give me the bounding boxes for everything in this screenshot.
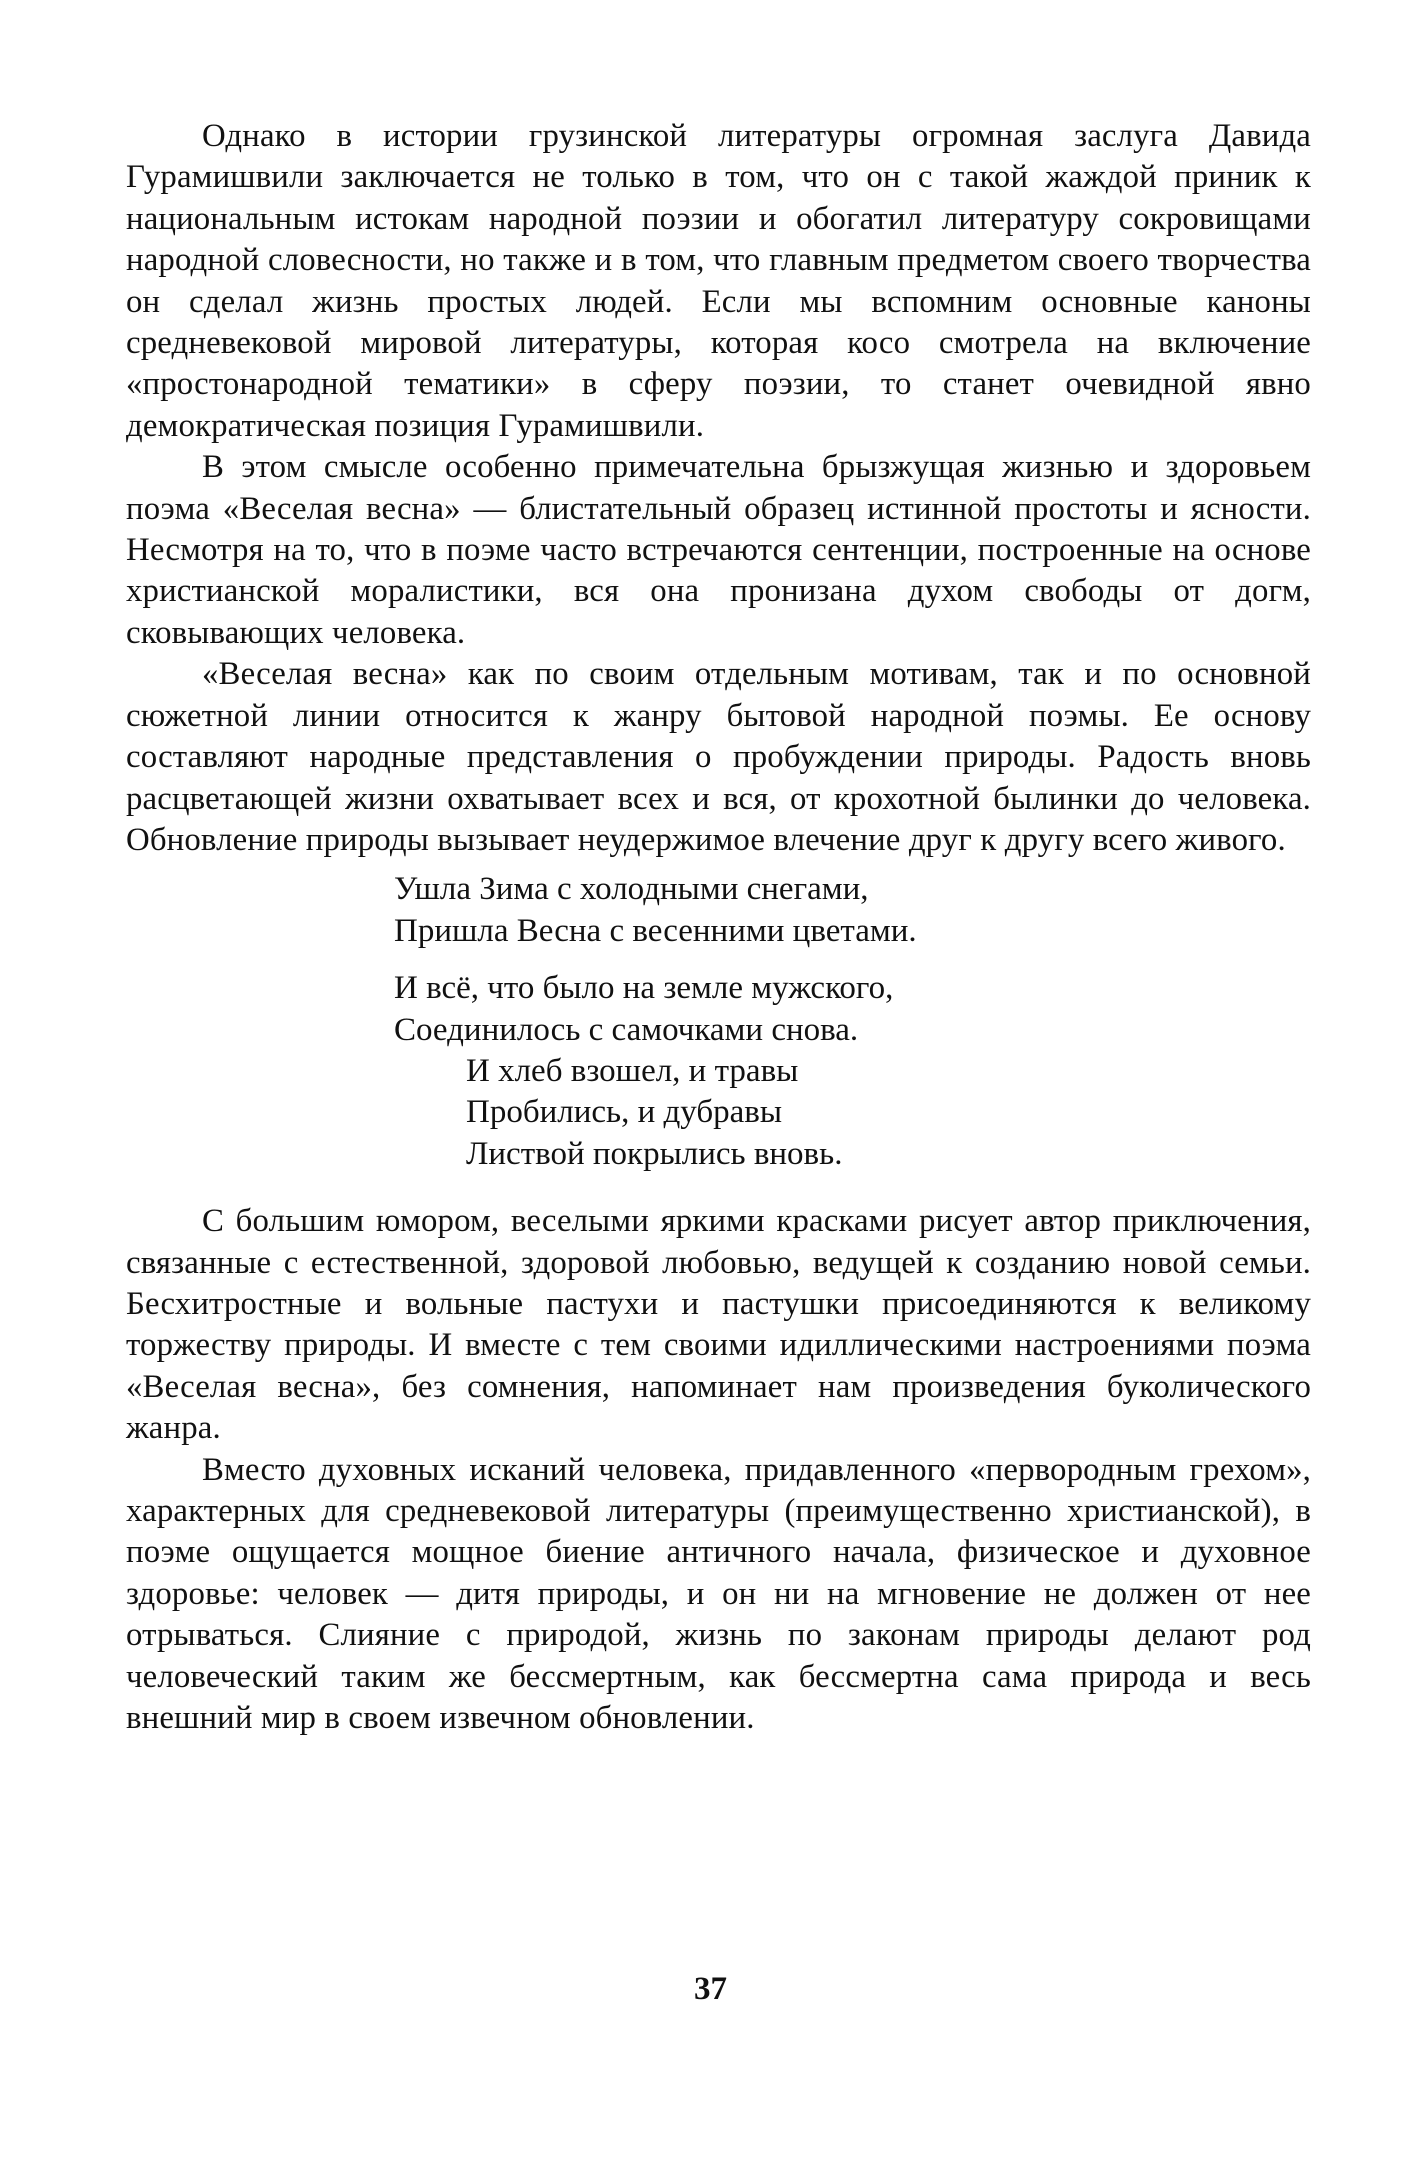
page-body (126, 116, 1311, 1739)
paragraph-1: Однако в истории грузинской литературы огромная заслуга Давида Гурамишвили заключается не только в том, что он с такой жаждой приник к национальным истокам народной поэзии и обогатил литературу сокровищами народной словесности, но также и в том, что главным предметом своего творчества он сделал жизнь простых людей. Если мы вспомним основные каноны средневековой мировой литературы, которая косо смотрела на включение «простонародной тематики» в сферу поэзии, то станет очевидной явно демократическая позиция Гурамишвили. (126, 118, 1311, 444)
paragraph-4: С большим юмором, веселыми яркими красками рисует автор приключения, связанные с естественной, здоровой любовью, ведущей к созданию новой семьи. Бесхитростные и вольные пастухи и пастушки присоединяются к великому торжеству природы. И вместе с тем своими идиллическими настроениями поэма «Веселая весна», без сомнения, напоминает нам произведения буколического жанра. (126, 1203, 1311, 1447)
poem-line: И всё, что было на земле мужского, (394, 970, 894, 1007)
paragraph-5: Вместо духовных исканий человека, придавленного «первородным грехом», характерных для средневековой литературы (преимущественно христианской), в поэме ощущается мощное биение античного начала, физическое и духовное здоровье: человек — дитя природы, и он ни на мгновение не должен от нее отрываться. Слияние с природой, жизнь по законам природы делают род человеческий таким же бессмертным, как бессмертна сама природа и весь внешний мир в своем извечном обновлении. (126, 1451, 1311, 1737)
page-number: 37 (694, 1971, 727, 2007)
poem-line: Пришла Весна с весенними цветами. (394, 912, 917, 949)
poem-line-indented: Пробились, и дубравы (466, 1094, 783, 1131)
poem-line: Ушла Зима с холодными снегами, (394, 871, 869, 908)
poem-line: Соединилось с самочками снова. (394, 1011, 859, 1048)
poem-line-indented: Листвой покрылись вновь. (466, 1135, 843, 1172)
paragraph-2: В этом смысле особенно примечательна брызжущая жизнью и здоровьем поэма «Веселая весна» — блистательный образец истинной простоты и ясности. Несмотря на то, что в поэме часто встречаются сентенции, построенные на основе христианской моралистики, вся она пронизана духом свободы от догм, сковывающих человека. (126, 449, 1311, 651)
poem-stanza-1 (394, 869, 1311, 952)
poem-line-indented: И хлеб взошел, и травы (466, 1052, 799, 1089)
poem-quote (126, 869, 1311, 1175)
paragraph-3: «Веселая весна» как по своим отдельным мотивам, так и по основной сюжетной линии относится к жанру бытовой народной поэмы. Ее основу составляют народные представления о пробуждении природы. Радость вновь расцветающей жизни охватывает всех и вся, от крохотной былинки до человека. Обновление природы вызывает неудержимое влечение друг к другу всего живого. (126, 656, 1311, 858)
poem-stanza-2 (394, 968, 1311, 1175)
